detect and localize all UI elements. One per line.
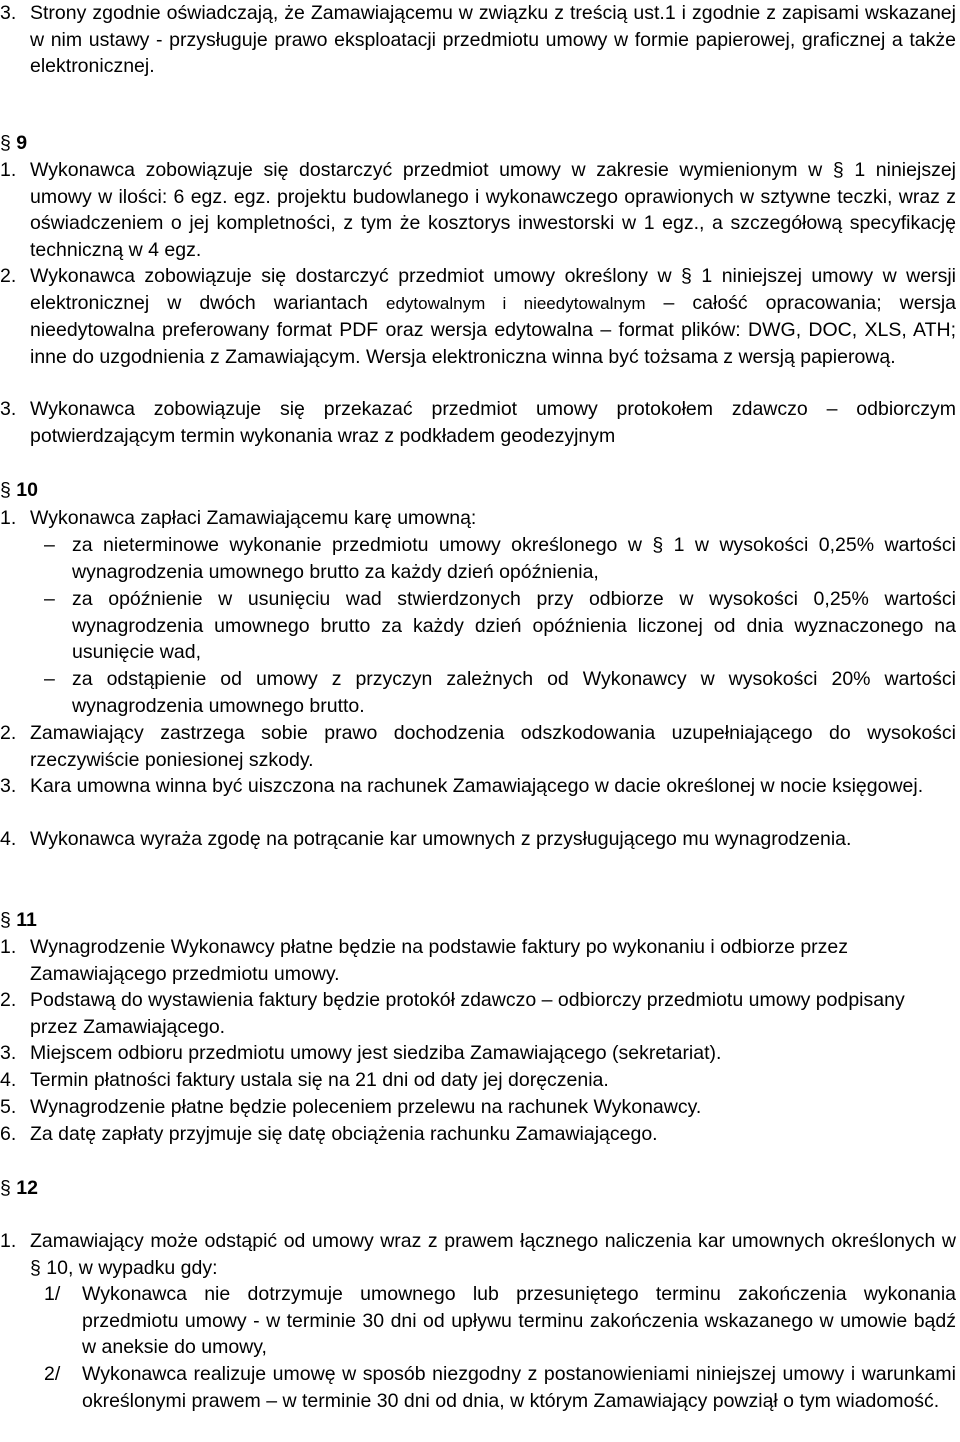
paragraph-mark: § <box>0 909 11 931</box>
item-number: 4. <box>0 1069 17 1091</box>
section-heading-10 <box>0 477 38 503</box>
item-text-part: – całość opracowania; wersja nieedytowalna preferowany format PDF oraz wersja edytowalna – format plików: DWG, DOC, XLS, ATH; inne do uzgodnienia z Zamawiającym. Wersja elektroniczna winna być tożsama z wersją papierową. <box>30 291 957 368</box>
section-heading-12 <box>0 1175 38 1201</box>
item-text: Wykonawca wyraża zgodę na potrącanie kar umownych z przysługującego mu wynagrodzenia. <box>30 828 852 850</box>
section-number: 9 <box>16 132 28 154</box>
sub-item-number: 1/ <box>44 1283 61 1305</box>
item-text: Zamawiający może odstąpić od umowy wraz z prawem łącznego naliczenia kar umownych określonych w § 10, w wypadku gdy: <box>30 1230 956 1279</box>
item-text <box>30 263 956 370</box>
item-text: Wykonawca zobowiązuje się dostarczyć przedmiot umowy w zakresie wymienionym w § 1 niniejszej umowy w ilości: 6 egz. egz. projektu budowlanego i wykonawczego oprawionych w sztywne teczki, wraz z oświadczeniem o jej kompletności, z tym że kosztorys inwestorski w 1 egz., a szczegółową specyfikację techniczną w 4 egz. <box>30 159 956 261</box>
bullet-text: za odstąpienie od umowy z przyczyn zależnych od Wykonawcy w wysokości 20% wartości wynagrodzenia umownego brutto. <box>72 668 956 717</box>
paragraph-mark: § <box>0 479 11 501</box>
bullet-text: za opóźnienie w usunięciu wad stwierdzonych przy odbiorze w wysokości 0,25% wartości wynagrodzenia umownego brutto za każdy dzień opóźnienia liczonej od dnia wyznaczonego na usunięcie wad, <box>72 588 956 663</box>
sub-item-text: Wykonawca nie dotrzymuje umownego lub przesuniętego terminu zakończenia wykonania przedmiotu umowy - w terminie 30 dni od upływu terminu zakończenia wskazanego w umowie bądź w aneksie do umowy, <box>82 1283 956 1358</box>
item-text: Wykonawca zapłaci Zamawiającemu karę umowną: <box>30 507 477 529</box>
item-text: Kara umowna winna być uiszczona na rachunek Zamawiającego w dacie określonej w nocie księgowej. <box>30 775 924 797</box>
sub-item-text: Wykonawca realizuje umowę w sposób niezgodny z postanowieniami niniejszej umowy i warunkami określonymi prawem – w terminie 30 dni od dnia, w którym Zamawiający powziął o tym wiadomość. <box>82 1363 956 1412</box>
item-number: 4. <box>0 828 17 850</box>
item-number: 2. <box>0 722 17 744</box>
item-text: Wynagrodzenie płatne będzie poleceniem przelewu na rachunek Wykonawcy. <box>30 1096 702 1118</box>
dash-marker: – <box>44 588 55 610</box>
dash-marker: – <box>44 668 55 690</box>
paragraph-mark: § <box>0 1177 11 1199</box>
item-text: Miejscem odbioru przedmiotu umowy jest siedziba Zamawiającego (sekretariat). <box>30 1042 722 1064</box>
dash-marker: – <box>44 534 55 556</box>
item-number: 1. <box>0 507 17 529</box>
item-number: 1. <box>0 936 17 958</box>
section-number: 10 <box>16 479 38 501</box>
item-text: Termin płatności faktury ustala się na 21 dni od daty jej doręczenia. <box>30 1069 609 1091</box>
item-text: Wykonawca zobowiązuje się przekazać przedmiot umowy protokołem zdawczo – odbiorczym potwierdzającym termin wykonania wraz z podkładem geodezyjnym <box>30 398 956 447</box>
item-text-small: edytowalnym i nieedytowalnym <box>386 293 646 313</box>
item-text-part: Wykonawca zobowiązuje się dostarczyć przedmiot umowy określony w § 1 niniejszej umowy w wersji elektronicznej w dwóch wariantach <box>30 265 956 314</box>
sub-item-number: 2/ <box>44 1363 61 1385</box>
section-number: 11 <box>16 909 37 931</box>
item-text: Strony zgodnie oświadczają, że Zamawiającemu w związku z treścią ust.1 i zgodnie z zapisami wskazanej w nim ustawy - przysługuje prawo eksploatacji przedmiotu umowy w formie papierowej, graficznej a także elektronicznej. <box>30 2 956 77</box>
item-number: 3. <box>0 2 17 24</box>
item-number: 3. <box>0 775 17 797</box>
item-text: Zamawiający zastrzega sobie prawo dochodzenia odszkodowania uzupełniającego do wysokości rzeczywiście poniesionej szkody. <box>30 722 956 771</box>
item-number: 5. <box>0 1096 17 1118</box>
item-text: Za datę zapłaty przyjmuje się datę obciążenia rachunku Zamawiającego. <box>30 1123 658 1145</box>
bullet-text: za nieterminowe wykonanie przedmiotu umowy określonego w § 1 w wysokości 0,25% wartości wynagrodzenia umownego brutto za każdy dzień opóźnienia, <box>72 534 956 583</box>
paragraph-mark: § <box>0 132 11 154</box>
item-text: Podstawą do wystawienia faktury będzie protokół zdawczo – odbiorczy przedmiotu umowy podpisany przez Zamawiającego. <box>30 989 905 1038</box>
item-number: 2. <box>0 989 17 1011</box>
section-heading-11 <box>0 907 37 933</box>
item-number: 1. <box>0 1230 17 1252</box>
item-number: 6. <box>0 1123 17 1145</box>
item-text: Wynagrodzenie Wykonawcy płatne będzie na podstawie faktury po wykonaniu i odbiorze przez Zamawiającego przedmiotu umowy. <box>30 936 849 985</box>
item-number: 3. <box>0 398 17 420</box>
section-heading-9 <box>0 130 27 156</box>
section-number: 12 <box>16 1177 38 1199</box>
item-number: 3. <box>0 1042 17 1064</box>
item-number: 1. <box>0 159 17 181</box>
item-number: 2. <box>0 265 17 287</box>
